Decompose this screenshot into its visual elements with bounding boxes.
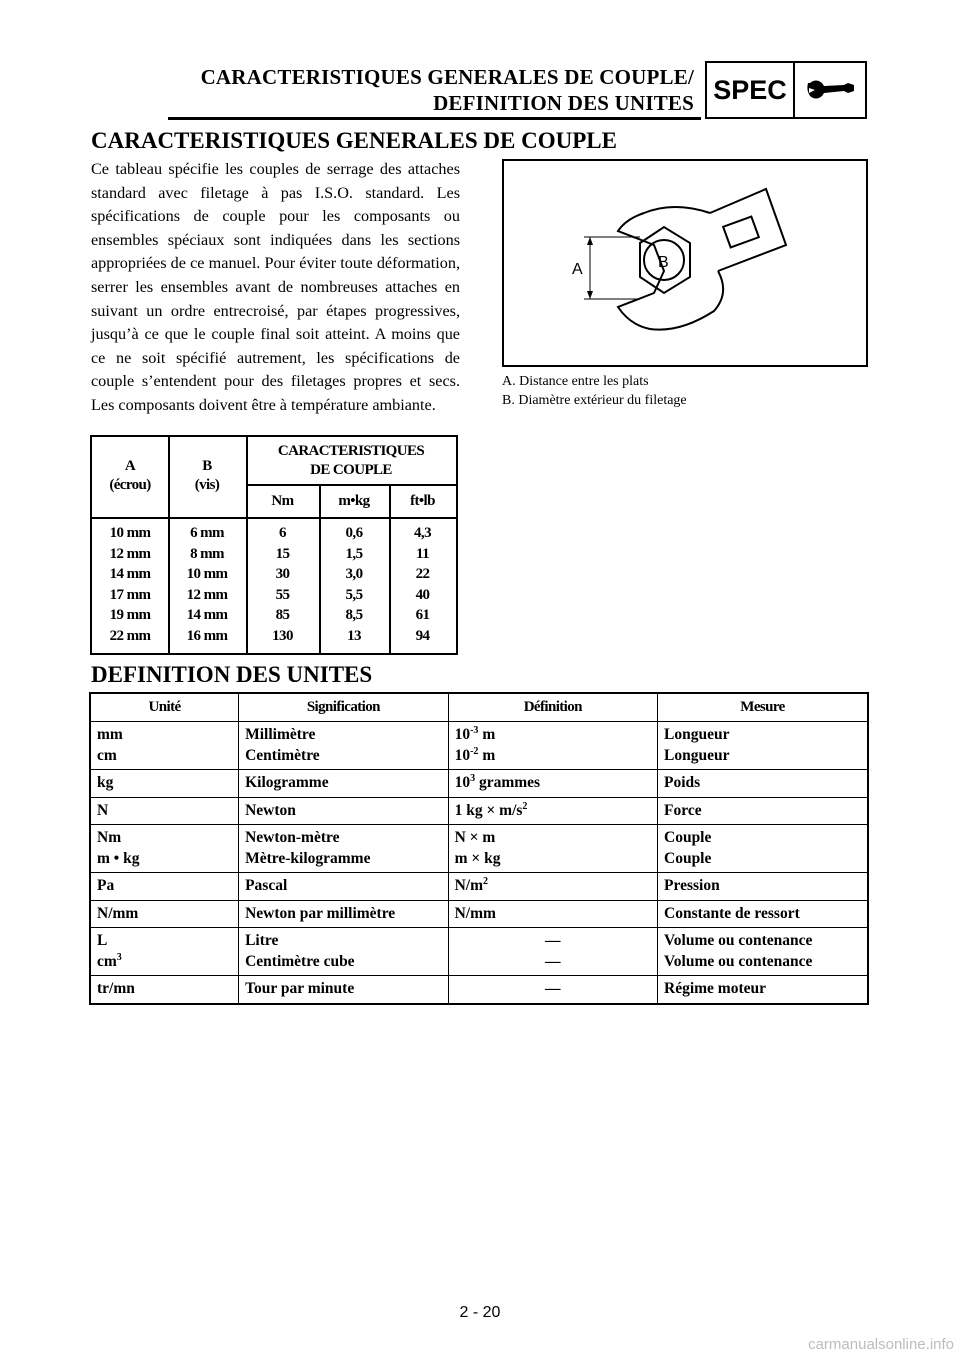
label-a: A [572, 261, 583, 278]
torque-table [90, 435, 458, 655]
wrench-icon [795, 63, 865, 117]
torque-section-title: CARACTERISTIQUES GENERALES DE COUPLE [91, 128, 617, 153]
watermark: carmanualsonline.info [808, 1336, 954, 1353]
col-b-header: B (vis) [194, 458, 220, 493]
col-a-values: 10 mm 12 mm 14 mm 17 mm 19 mm 22 mm [109, 525, 151, 644]
torque-intro-text: Ce tableau spécifie les couples de serrage des attaches standard avec filetage à pas I.S.O. standard. Les spécifications de couple pour les composants ou ensembles spéciaux sont indiquées dans les sections appropriées de ce manuel. Pour éviter toute déformation, serrer les ensembles avant de nombreuses attaches en suivant un ordre entrecroisé, par étapes progressives, jusqu’à ce que le couple final soit atteint. A moins que ce ne soit spécifié autrement, les spécifications de couple s’entendent pour des filetages propres et secs. Les composants doivent être à température ambiante. [91, 160, 460, 414]
label-b: B [658, 254, 669, 271]
table-row: N Newton 1 kg × $m/s^2$ Force [90, 797, 868, 825]
col-mkg-values: 0,6 1,5 3,0 5,5 8,5 13 [345, 525, 363, 644]
col-ftlb-values: 4,3 11 22 40 61 94 [414, 525, 431, 644]
table-row: kg Kilogramme $10^3$ grammes Poids [90, 770, 868, 798]
col-b-values: 6 mm 8 mm 10 mm 12 mm 14 mm 16 mm [186, 525, 228, 644]
page-number: 2 - 20 [459, 1304, 501, 1321]
header-title [201, 64, 694, 116]
unit-mkg-header: m•kg [338, 493, 370, 509]
header-unite: Unité [90, 693, 239, 722]
spec-label: SPEC [707, 63, 795, 117]
torque-group-header: CARACTERISTIQUES DE COUPLE [277, 443, 425, 478]
col-a-header: A (écrou) [109, 458, 151, 493]
header-title-line1: CARACTERISTIQUES GENERALES DE COUPLE/ [200, 65, 694, 89]
units-section-title: DEFINITION DES UNITES [91, 662, 373, 687]
header-title-line2: DEFINITION DES UNITES [433, 91, 694, 115]
table-row: mm cm Millimètre Centimètre $10^{-3}$ m $10^{-2}$ m Longueur Longueur [90, 722, 868, 770]
wrench-diagram [502, 159, 868, 367]
table-row: N/mm Newton par millimètre N/mm Constante de ressort [90, 900, 868, 928]
table-row: tr/mn Tour par minute — Régime moteur [90, 976, 868, 1004]
unit-ftlb-header: ft•lb [410, 493, 435, 509]
col-nm-values: 6 15 30 55 85 130 [272, 525, 293, 644]
units-table [89, 692, 869, 1005]
header-definition: Définition [448, 693, 657, 722]
table-row: L $cm^3$ Litre Centimètre cube — — Volume ou contenance Volume ou contenance [90, 928, 868, 976]
caption-b: B. Diamètre extérieur du filetage [502, 393, 687, 408]
figure-caption [502, 372, 687, 410]
table-row: Nm m • kg Newton-mètre Mètre-kilogramme N × m m × kg Couple Couple [90, 825, 868, 873]
header-mesure: Mesure [658, 693, 869, 722]
unit-nm-header: Nm [271, 493, 294, 509]
header-rule [168, 117, 701, 120]
header-signification: Signification [239, 693, 449, 722]
table-row: Pa Pascal $N/m^2$ Pression [90, 873, 868, 901]
spec-badge [705, 61, 867, 119]
caption-a: A. Distance entre les plats [502, 374, 649, 389]
